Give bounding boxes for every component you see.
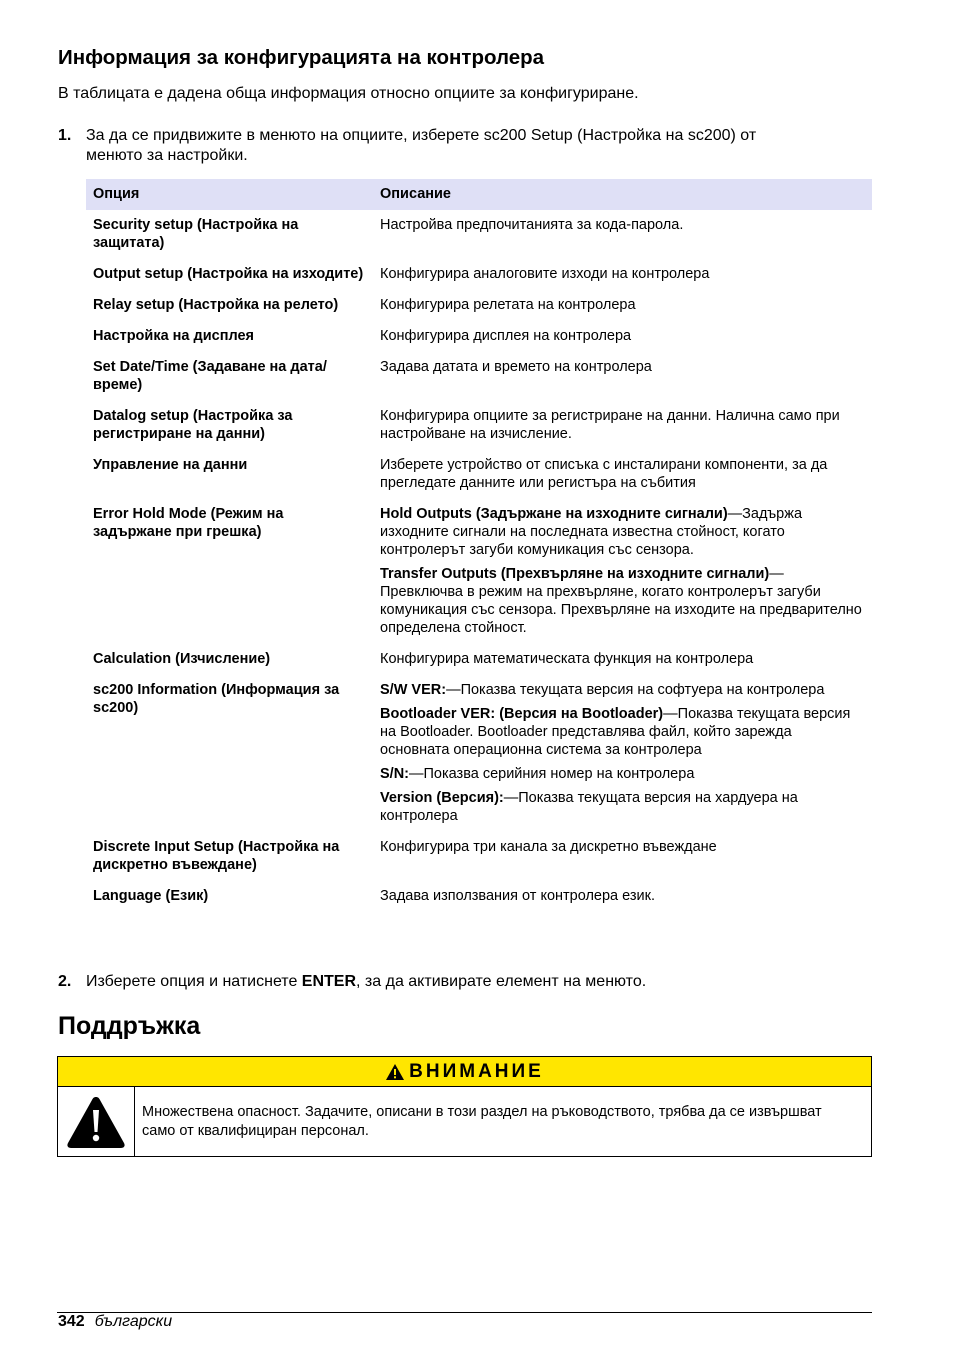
description-text: Изберете устройство от списъка с инсталирани компоненти, за да прегледате данните или регистъра на събития	[380, 457, 828, 491]
footer-divider	[57, 1312, 872, 1313]
table-row	[86, 675, 872, 832]
option-cell: Управление на данни	[93, 457, 248, 473]
table-row	[86, 290, 872, 321]
step-text-line: За да се придвижите в менюто на опциите, изберете sc200 Setup (Настройка на sc200) от	[86, 127, 757, 144]
description-text: Задава използвания от контролера език.	[380, 888, 656, 904]
description-text: Конфигурира дисплея на контролера	[380, 328, 632, 344]
description-text: —Показва текущата версия на софтуера на контролера	[446, 682, 825, 698]
option-cell: Language (Език)	[93, 888, 209, 904]
footer-language: български	[94, 1313, 173, 1330]
description-cell	[373, 352, 872, 401]
warning-triangle-icon	[58, 1087, 135, 1156]
option-cell: Discrete Input Setup (Настройка на дискретно въвеждане)	[93, 839, 340, 873]
description-block	[380, 358, 865, 376]
description-block	[380, 265, 865, 283]
description-term: S/N:	[380, 766, 409, 782]
table-row	[86, 352, 872, 401]
step-text	[86, 972, 646, 992]
description-block	[380, 838, 865, 856]
description-term: Hold Outputs (Задържане на изходните сигнали)	[380, 506, 728, 522]
description-cell	[373, 499, 872, 644]
header-description: Описание	[373, 179, 872, 210]
description-text: Конфигурира аналоговите изходи на контролера	[380, 266, 710, 282]
description-term: Transfer Outputs (Прехвърляне на изходните сигнали)	[380, 566, 770, 582]
warning-small-icon	[385, 1063, 405, 1081]
table-row	[86, 401, 872, 450]
description-text: —Задържа изходните сигнали на последната известна стойност, когато контролерът загуби комуникация със сензора.	[380, 506, 803, 558]
table-row	[86, 259, 872, 290]
table-row	[86, 881, 872, 912]
step-2	[58, 972, 878, 994]
description-block	[380, 650, 865, 668]
table-row	[86, 321, 872, 352]
description-text: Конфигурира математическата функция на контролера	[380, 651, 754, 667]
description-text: Конфигурира три канала за дискретно въвеждане	[380, 839, 717, 855]
warning-box	[57, 1056, 872, 1157]
description-cell	[373, 675, 872, 832]
description-block	[380, 765, 865, 783]
step-text-part: , за да активирате елемент на менюто.	[356, 973, 647, 990]
option-cell: sc200 Information (Информация за sc200)	[93, 682, 340, 716]
enter-key-label: ENTER	[301, 973, 357, 990]
option-cell: Output setup (Настройка на изходите)	[93, 266, 364, 282]
option-cell: Настройка на дисплея	[93, 328, 255, 344]
option-cell: Security setup (Настройка на защитата)	[93, 217, 299, 251]
description-text: Настройва предпочитанията за кода-парола.	[380, 217, 684, 233]
page-footer	[58, 1313, 172, 1331]
table-header-row	[86, 179, 872, 210]
warning-header	[58, 1057, 871, 1087]
option-cell: Datalog setup (Настройка за регистриране на данни)	[93, 408, 293, 442]
description-block	[380, 407, 865, 443]
warning-text: Множествена опасност. Задачите, описани в този раздел на ръководството, трябва да се извършват само от квалифициран персонал.	[142, 1104, 822, 1139]
option-cell: Relay setup (Настройка на релето)	[93, 297, 339, 313]
description-block	[380, 505, 865, 559]
description-cell	[373, 832, 872, 881]
table-row	[86, 450, 872, 499]
step-number: 2.	[58, 973, 72, 990]
maintenance-title: Поддръжка	[58, 1012, 201, 1040]
description-term: S/W VER:	[380, 682, 447, 698]
intro-paragraph: В таблицата е дадена обща информация относно опциите за конфигуриране.	[58, 85, 639, 102]
description-block	[380, 216, 865, 234]
description-cell	[373, 450, 872, 499]
description-text: Конфигурира релетата на контролера	[380, 297, 636, 313]
description-cell	[373, 644, 872, 675]
option-cell: Error Hold Mode (Режим на задържане при грешка)	[93, 506, 284, 540]
description-block	[380, 789, 865, 825]
table-body	[86, 210, 872, 912]
description-cell	[373, 881, 872, 912]
options-table	[86, 179, 872, 912]
step-number: 1.	[58, 127, 72, 144]
description-cell	[373, 321, 872, 352]
step-text	[86, 126, 756, 166]
warning-label: ВНИМАНИЕ	[409, 1060, 544, 1082]
table-row	[86, 210, 872, 259]
description-block	[380, 327, 865, 345]
section-title: Информация за конфигурацията на контролера	[58, 46, 545, 69]
header-option: Опция	[86, 179, 373, 210]
description-block	[380, 456, 865, 492]
step-text-part: Изберете опция и натиснете	[86, 973, 302, 990]
step-text-line: менюто за настройки.	[86, 147, 248, 164]
description-block	[380, 565, 865, 637]
description-block	[380, 296, 865, 314]
table-row	[86, 499, 872, 644]
description-cell	[373, 290, 872, 321]
page-number: 342	[58, 1313, 85, 1330]
option-cell: Set Date/Time (Задаване на дата/време)	[93, 359, 327, 393]
description-text: Задава датата и времето на контролера	[380, 359, 652, 375]
description-text: —Показва текущата версия на хардуера на контролера	[380, 790, 798, 824]
description-term: Bootloader VER: (Версия на Bootloader)	[380, 706, 664, 722]
description-cell	[373, 401, 872, 450]
description-text: —Показва текущата версия на Bootloader. Bootloader представлява файл, който зарежда основната операционна система за контролера	[380, 706, 851, 758]
step-1	[58, 126, 878, 170]
description-text: Конфигурира опциите за регистриране на данни. Налична само при настройване на изчисление.	[380, 408, 840, 442]
description-block	[380, 681, 865, 699]
description-block	[380, 705, 865, 759]
description-cell	[373, 210, 872, 259]
table-row	[86, 644, 872, 675]
option-cell: Calculation (Изчисление)	[93, 651, 271, 667]
description-text: —Превключва в режим на прехвърляне, когато контролерът загуби комуникация със сензора. Прехвърляне на изходите на предварително определена стойност.	[380, 566, 862, 636]
description-block	[380, 887, 865, 905]
description-cell	[373, 259, 872, 290]
table-row	[86, 832, 872, 881]
description-text: —Показва серийния номер на контролера	[409, 766, 695, 782]
description-term: Version (Версия):	[380, 790, 504, 806]
